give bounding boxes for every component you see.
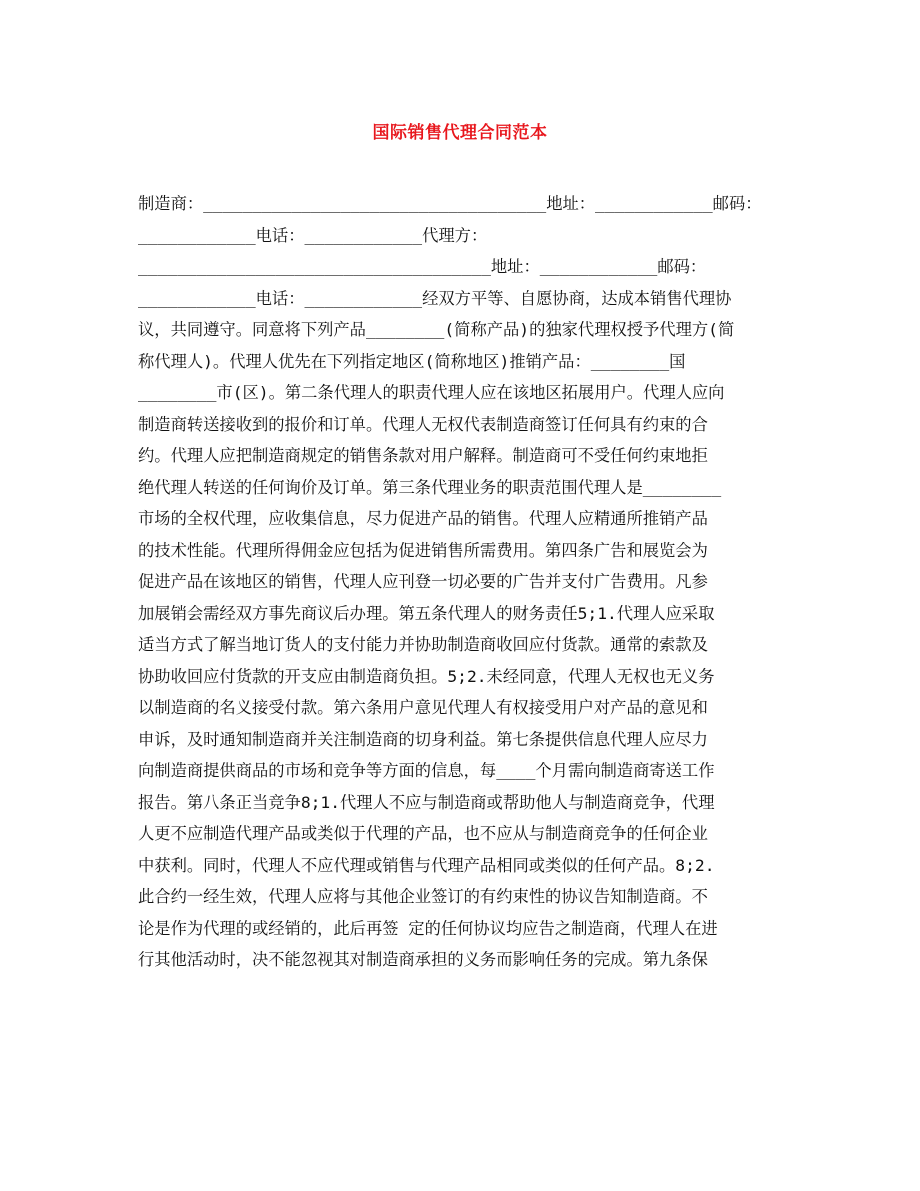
body-line: 申诉，及时通知制造商并关注制造商的切身利益。第七条提供信息代理人应尽力 [138, 729, 708, 749]
body-line: 约。代理人应把制造商规定的销售条款对用户解释。制造商可不受任何约束地拒 [138, 446, 708, 465]
body-line: 向制造商提供商品的市场和竞争等方面的信息，每____个月需向制造商寄送工作 [138, 761, 715, 780]
body-line: ____________________________________地址：____________邮码： [138, 257, 707, 276]
body-line: 的技术性能。代理所得佣金应包括为促进销售所需费用。第四条广告和展览会为 [138, 540, 708, 560]
body-line: 适当方式了解当地订货人的支付能力并协助制造商收回应付货款。通常的索款及 [138, 635, 708, 654]
body-line: 此合约一经生效，代理人应将与其他企业签订的有约束性的协议告知制造商。不 [138, 887, 708, 906]
body-line: 论是作为代理的或经销的，此后再签 定的任何协议均应告之制造商，代理人在进 [138, 918, 718, 938]
body-line: 行其他活动时，决不能忽视其对制造商承担的义务而影响任务的完成。第九条保 [138, 950, 708, 969]
body-line: ____________电话：____________经双方平等、自愿协商，达成本销售代理协 [138, 288, 732, 308]
body-line: 加展销会需经双方事先商议后办理。第五条代理人的财务责任5;1.代理人应采取 [138, 603, 715, 623]
body-line: 以制造商的名义接受付款。第六条用户意见代理人有权接受用户对产品的意见和 [138, 698, 708, 717]
body-line: 协助收回应付货款的开支应由制造商负担。5;2.未经同意，代理人无权也无义务 [138, 666, 715, 686]
body-line: 称代理人)。代理人优先在下列指定地区(简称地区)推销产品：________国 [138, 351, 686, 371]
body-line: 制造商：___________________________________地址：____________邮码： [138, 194, 762, 213]
body-line: 报告。第八条正当竞争8;1.代理人不应与制造商或帮助他人与制造商竞争，代理 [138, 792, 715, 812]
body-line: ____________电话：____________代理方： [138, 225, 488, 245]
body-line: 绝代理人转送的任何询价及订单。第三条代理业务的职责范围代理人是________ [138, 477, 722, 497]
body-line: ________市(区)。第二条代理人的职责代理人应在该地区拓展用户。代理人应向 [138, 383, 725, 402]
document-title: 国际销售代理合同范本 [372, 123, 548, 143]
body-line: 议，共同遵守。同意将下列产品________(简称产品)的独家代理权授予代理方(简 [138, 320, 735, 339]
body-line: 促进产品在该地区的销售，代理人应刊登一切必要的广告并支付广告费用。凡参 [138, 572, 708, 591]
body-line: 制造商转送接收到的报价和订单。代理人无权代表制造商签订任何具有约束的合 [138, 414, 708, 434]
body-line: 人更不应制造代理产品或类似于代理的产品，也不应从与制造商竞争的任何企业 [138, 824, 708, 843]
body-line: 市场的全权代理，应收集信息，尽力促进产品的销售。代理人应精通所推销产品 [138, 509, 708, 528]
body-line: 中获利。同时，代理人不应代理或销售与代理产品相同或类似的任何产品。8;2. [138, 855, 715, 875]
contract-body [138, 188, 778, 976]
